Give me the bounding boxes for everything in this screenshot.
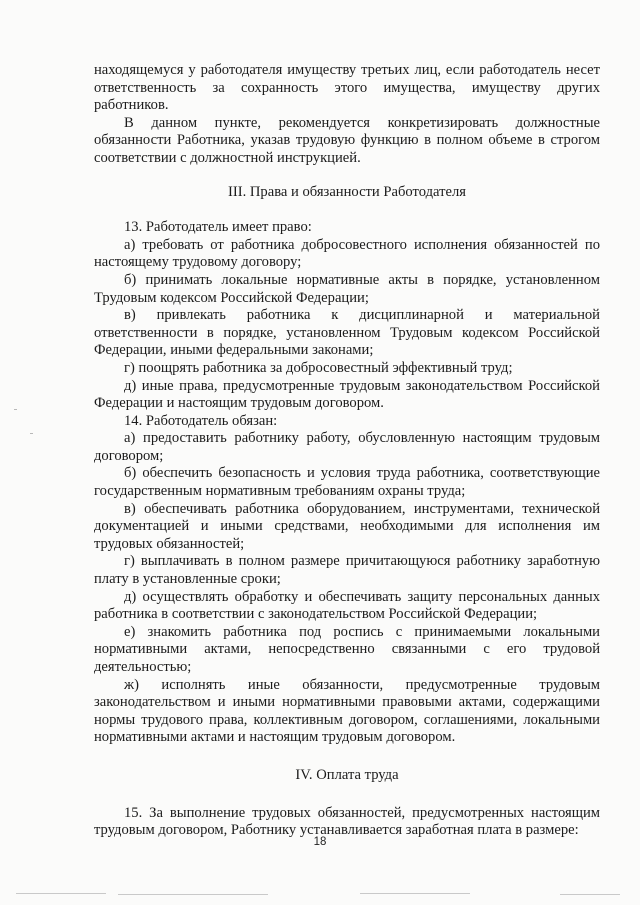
section-heading-rights-obligations: III. Права и обязанности Работодателя xyxy=(228,183,466,200)
scan-artifact xyxy=(30,433,33,434)
scan-artifact xyxy=(14,409,17,410)
paragraph: а) предоставить работнику работу, обусловленную настоящим трудовым договором; xyxy=(94,430,600,464)
paragraph: находящемуся у работодателя имуществу третьих лиц, если работодатель несет ответственность за сохранность этого имущества, имуществу других работников. xyxy=(94,62,600,114)
paragraph: д) осуществлять обработку и обеспечивать защиту персональных данных работника в соответствии с законодательством Российской Федерации; xyxy=(94,588,600,623)
intro-paragraphs xyxy=(94,62,600,168)
paragraph: 13. Работодатель имеет право: xyxy=(124,219,312,236)
paragraph: б) обеспечить безопасность и условия труда работника, соответствующие государственным нормативным требованиям охраны труда; xyxy=(94,465,600,500)
paragraph: г) выплачивать в полном размере причитающуюся работнику заработную плату в установленные сроки; xyxy=(94,553,600,588)
scan-artifact xyxy=(360,893,470,894)
paragraph: ж) исполнять иные обязанности, предусмотренные трудовым законодательством и иными нормативными правовыми актами, содержащими нормы трудового права, коллективным договором, соглашениями, локальными нормативными актами и настоящим трудовым договором. xyxy=(94,676,600,746)
paragraph: 15. За выполнение трудовых обязанностей, предусмотренных настоящим трудовым договором, Работнику устанавливается заработная плата в размере: xyxy=(94,804,600,839)
page-number: 18 xyxy=(313,836,327,848)
scan-artifact xyxy=(16,893,106,894)
paragraph: а) требовать от работника добросовестного исполнения обязанностей по настоящему трудовому договору; xyxy=(94,236,600,271)
paragraph: 14. Работодатель обязан: xyxy=(124,412,278,429)
paragraph: в) обеспечивать работника оборудованием, инструментами, технической документацией и иными средствами, необходимыми для исполнения им трудовых обязанностей; xyxy=(94,500,600,552)
paragraph: в) привлекать работника к дисциплинарной и материальной ответственности в порядке, установленном Трудовым кодексом Российской Федерации, иными федеральными законами; xyxy=(94,307,600,359)
document-body xyxy=(94,62,600,840)
paragraph: д) иные права, предусмотренные трудовым законодательством Российской Федерации и настоящим трудовым договором. xyxy=(94,377,600,412)
paragraph: В данном пункте, рекомендуется конкретизировать должностные обязанности Работника, указав трудовую функцию в полном объеме в строгом соответствии с должностной инструкцией. xyxy=(94,114,600,166)
section-rights-obligations-paragraphs xyxy=(94,219,600,747)
paragraph: б) принимать локальные нормативные акты в порядке, установленном Трудовым кодексом Российской Федерации; xyxy=(94,271,600,306)
paragraph: е) знакомить работника под роспись с принимаемыми локальными нормативными актами, непосредственно связанными с его трудовой деятельностью; xyxy=(94,623,600,675)
scan-artifact xyxy=(560,894,620,895)
paragraph: г) поощрять работника за добросовестный эффективный труд; xyxy=(124,359,513,376)
scan-artifact xyxy=(118,894,268,895)
section-heading-remuneration: IV. Оплата труда xyxy=(295,766,399,783)
